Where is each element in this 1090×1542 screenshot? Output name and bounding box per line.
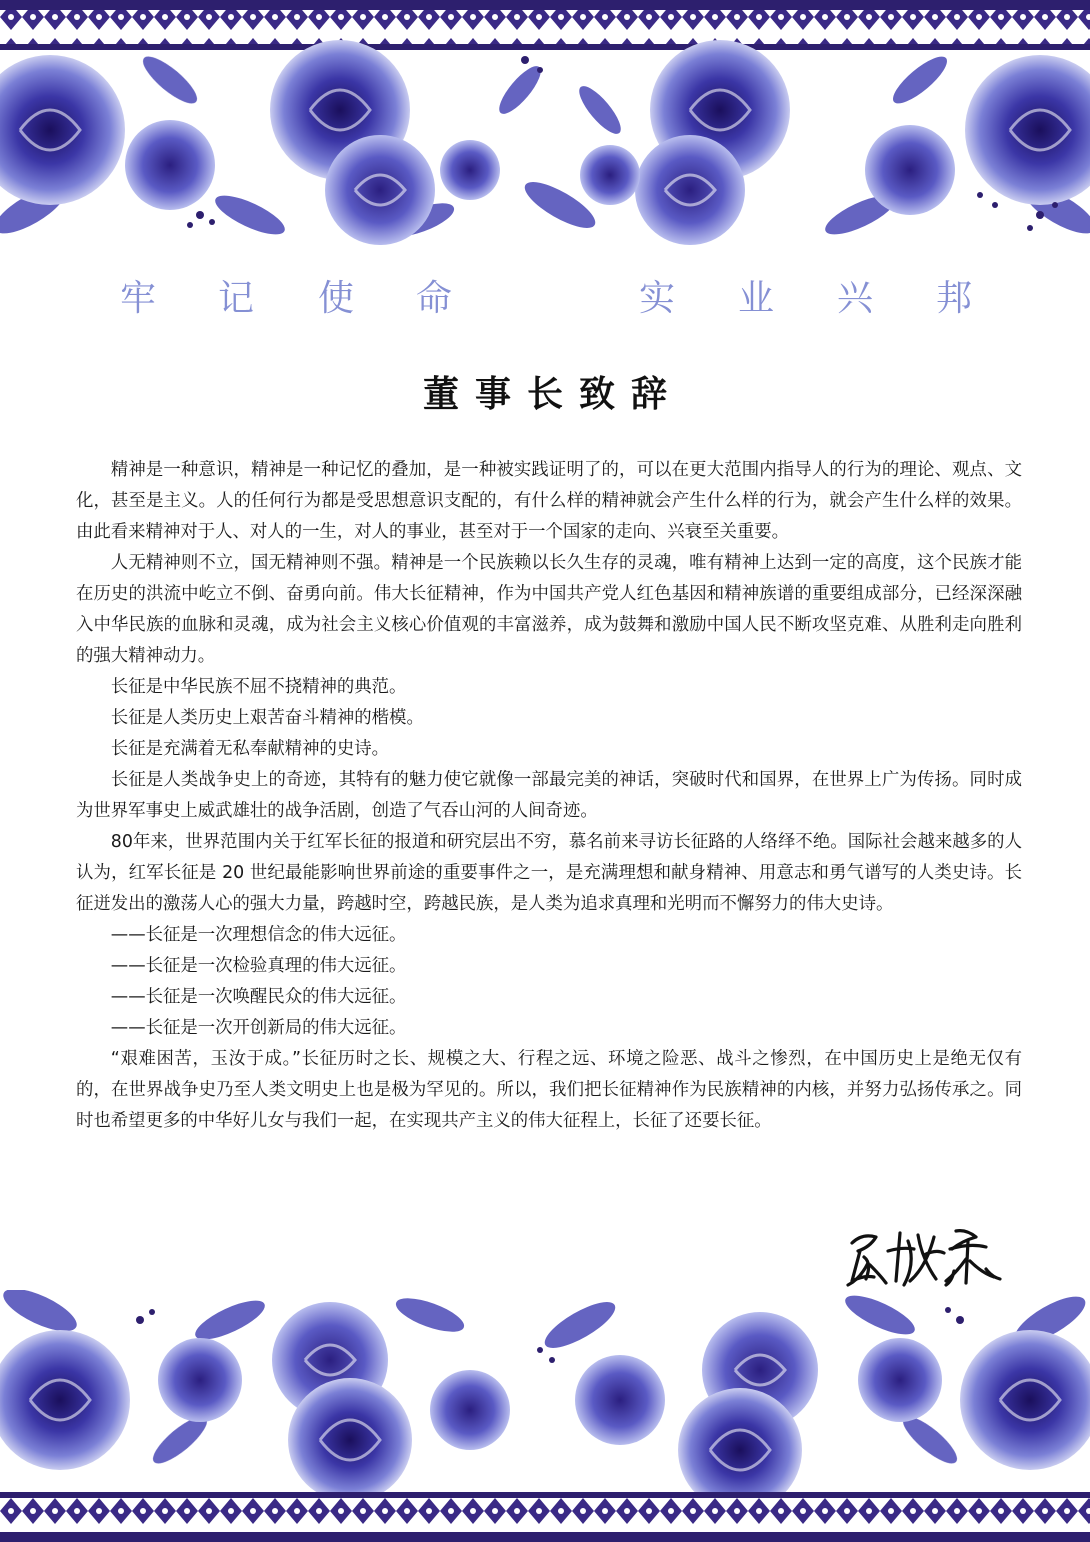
paragraph: 长征是人类战争史上的奇迹，其特有的魅力使它就像一部最完美的神话，突破时代和国界，在世界上广为传扬。同时成为世界军事史上威武雄壮的战争活剧，创造了气吞山河的人间奇迹。 (76, 770, 1022, 821)
top-floral-border (0, 0, 1090, 250)
top-floral-art (0, 0, 1090, 250)
paragraph: ——长征是一次理想信念的伟大远征。 (110, 925, 407, 945)
paragraph: ——长征是一次开创新局的伟大远征。 (110, 1018, 407, 1038)
paragraph: 长征是人类历史上艰苦奋斗精神的楷模。 (110, 708, 424, 728)
bottom-floral-art (0, 1290, 1090, 1542)
slogan-left-char: 记 (218, 278, 255, 319)
paragraph: 长征是充满着无私奉献精神的史诗。 (110, 739, 390, 759)
slogan-left (0, 270, 545, 320)
slogan-right-char: 业 (738, 278, 775, 319)
page-title: 董事长致辞 (422, 373, 683, 415)
paragraph: 人无精神则不立，国无精神则不强。精神是一个民族赖以长久生存的灵魂，唯有精神上达到一定的高度，这个民族才能在历史的洪流中屹立不倒、奋勇向前。伟大长征精神，作为中国共产党人红色基因和精神族谱的重要组成部分，已经深深融入中华民族的血脉和灵魂，成为社会主义核心价值观的丰富滋养，成为鼓舞和激励中国人民不断攻坚克难、从胜利走向胜利的强大精神动力。 (76, 553, 1022, 666)
paragraph: 80年来，世界范围内关于红军长征的报道和研究层出不穷，慕名前来寻访长征路的人络绎不绝。国际社会越来越多的人认为，红军长征是 20 世纪最能影响世界前途的重要事件之一，是充满理想和献身精神、用意志和勇气谱写的人类史诗。长征迸发出的激荡人心的强大力量，跨越时空，跨越民族，是人类为追求真理和光明而不懈努力的伟大史诗。 (76, 832, 1022, 914)
slogan-right-char: 实 (639, 278, 676, 319)
paragraph: ——长征是一次唤醒民众的伟大远征。 (110, 987, 407, 1007)
slogan-left-char: 使 (318, 278, 355, 319)
slogan-left-char: 命 (416, 278, 453, 319)
slogan-right-char: 邦 (936, 278, 973, 319)
slogan-right (545, 270, 1090, 320)
slogan-left-char: 牢 (120, 278, 157, 319)
bottom-floral-border (0, 1290, 1090, 1542)
paragraph: ——长征是一次检验真理的伟大远征。 (110, 956, 407, 976)
slogan-right-char: 兴 (837, 278, 874, 319)
paragraph: 长征是中华民族不屈不挠精神的典范。 (110, 677, 407, 697)
signature (838, 1215, 1008, 1295)
paragraph: 精神是一种意识，精神是一种记忆的叠加，是一种被实践证明了的，可以在更大范围内指导人的行为的理论、观点、文化，甚至是主义。人的任何行为都是受思想意识支配的，有什么样的精神就会产生什么样的行为，就会产生什么样的效果。由此看来精神对于人、对人的一生，对人的事业，甚至对于一个国家的走向、兴衰至关重要。 (76, 460, 1022, 542)
paragraph: “艰难困苦，玉汝于成。”长征历时之长、规模之大、行程之远、环境之险恶、战斗之惨烈，在中国历史上是绝无仅有的，在世界战争史乃至人类文明史上也是极为罕见的。所以，我们把长征精神作为民族精神的内核，并努力弘扬传承之。同时也希望更多的中华好儿女与我们一起，在实现共产主义的伟大征程上，长征了还要长征。 (76, 1049, 1022, 1131)
signature-strokes (838, 1215, 1008, 1295)
letter-body (76, 455, 1022, 1137)
